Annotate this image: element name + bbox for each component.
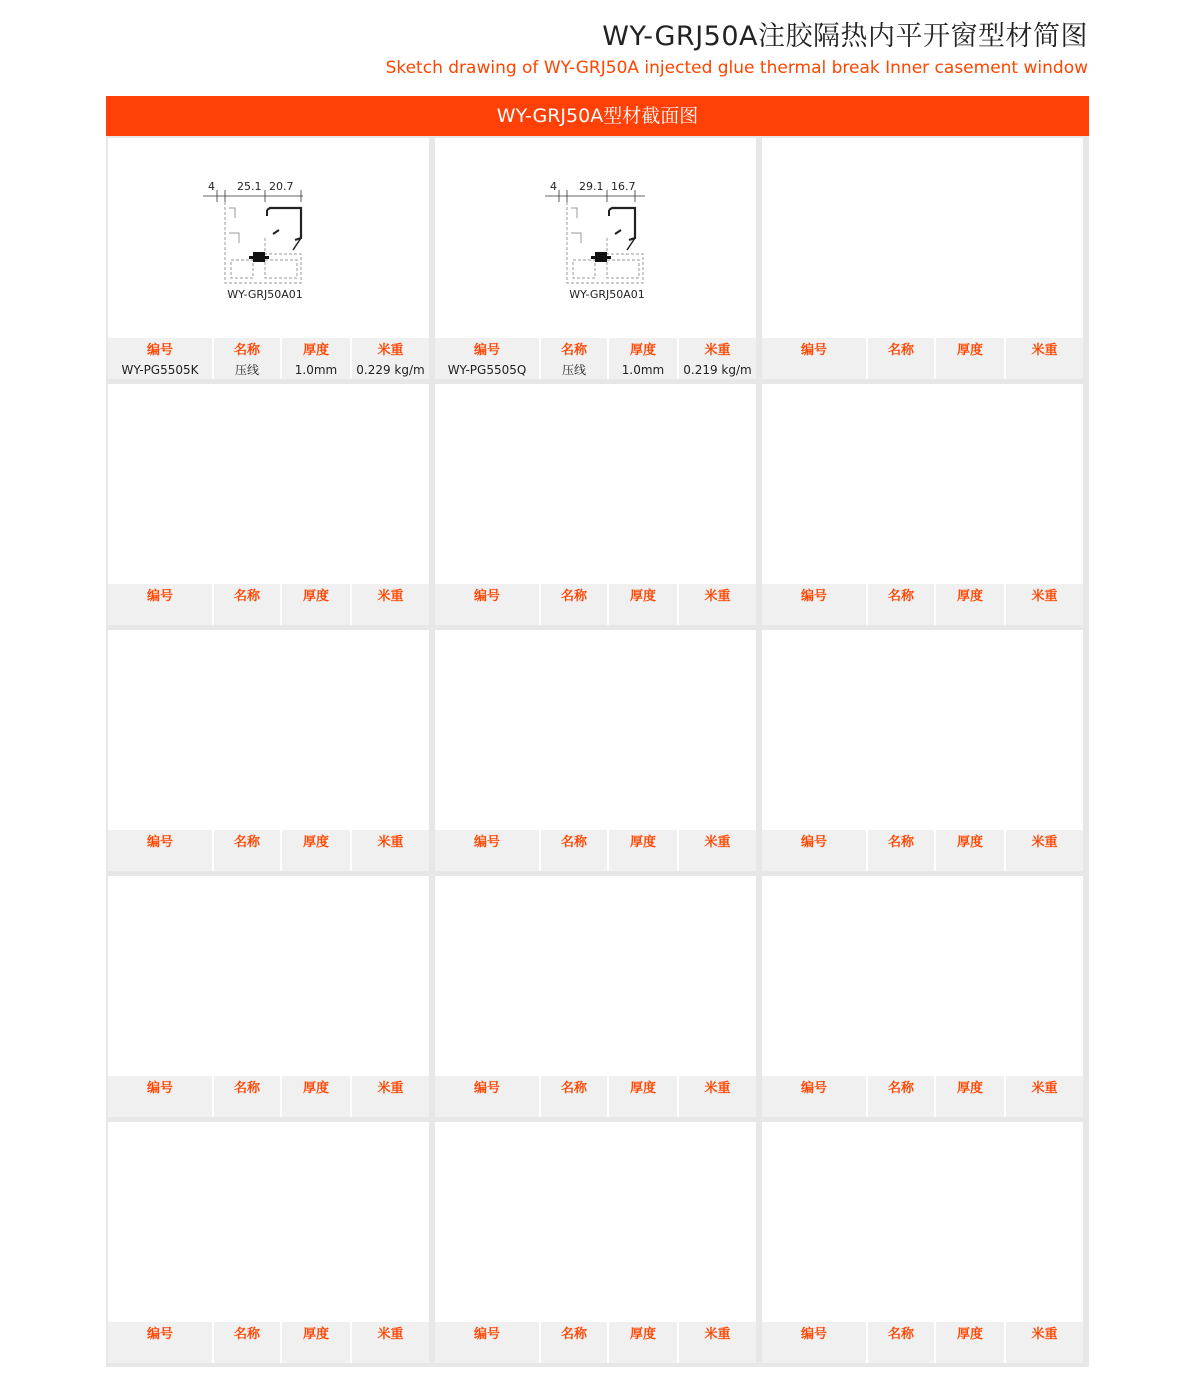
- column-header-code: 编号: [146, 1081, 173, 1096]
- profile-info-row: [762, 1076, 1083, 1117]
- profile-cell: [435, 1122, 756, 1363]
- profile-info-row: [762, 830, 1083, 871]
- profile-cell: [108, 384, 429, 625]
- info-column-weight: [1006, 830, 1083, 871]
- profile-info-row: [108, 1322, 429, 1363]
- column-header-name: 名称: [233, 1081, 260, 1096]
- info-column-name: [868, 1322, 934, 1363]
- info-column-thickness: [609, 584, 677, 625]
- profile-drawing-area: [762, 384, 1083, 584]
- profile-info-row: [435, 338, 756, 379]
- column-header-name: 名称: [560, 835, 587, 850]
- info-column-code: [108, 1322, 212, 1363]
- info-column-thickness: [609, 1322, 677, 1363]
- column-header-code: 编号: [800, 835, 827, 850]
- info-column-code: [108, 338, 212, 379]
- column-header-code: 编号: [146, 589, 173, 604]
- info-column-thickness: [936, 1076, 1004, 1117]
- profile-drawing-area: [108, 630, 429, 830]
- info-column-weight: [352, 338, 429, 379]
- info-column-thickness: [282, 830, 350, 871]
- profile-info-row: [435, 1076, 756, 1117]
- column-header-code: 编号: [800, 1327, 827, 1342]
- column-header-name: 名称: [887, 1081, 914, 1096]
- profile-drawing-area: [435, 876, 756, 1076]
- info-column-weight: [679, 338, 756, 379]
- column-header-name: 名称: [887, 1327, 914, 1342]
- column-header-weight: 米重: [377, 1081, 404, 1096]
- column-header-thickness: 厚度: [302, 589, 329, 604]
- profile-cell: [435, 384, 756, 625]
- profile-info-row: [108, 338, 429, 379]
- info-column-code: [435, 1322, 539, 1363]
- column-header-name: 名称: [233, 835, 260, 850]
- info-column-weight: [679, 584, 756, 625]
- column-header-code: 编号: [800, 343, 827, 358]
- info-column-code: [762, 1076, 866, 1117]
- column-header-thickness: 厚度: [302, 343, 329, 358]
- info-column-code: [762, 830, 866, 871]
- profile-cell: [762, 876, 1083, 1117]
- cell-value-code: WY-PG5505K: [121, 363, 199, 377]
- profile-cell: [762, 384, 1083, 625]
- info-column-weight: [352, 584, 429, 625]
- page-header: [386, 18, 1088, 80]
- column-header-code: 编号: [146, 1327, 173, 1342]
- column-header-thickness: 厚度: [956, 835, 983, 850]
- info-column-code: [762, 1322, 866, 1363]
- info-column-thickness: [609, 1076, 677, 1117]
- profile-drawing-area: [762, 630, 1083, 830]
- info-column-thickness: [936, 830, 1004, 871]
- column-header-name: 名称: [887, 589, 914, 604]
- page-subtitle: Sketch drawing of WY-GRJ50A injected glue thermal break Inner casement window: [385, 58, 1088, 78]
- cell-value-weight: 0.229 kg/m: [356, 363, 425, 377]
- info-column-weight: [1006, 1076, 1083, 1117]
- cell-value-name: 压线: [234, 363, 259, 377]
- column-header-weight: 米重: [1031, 1081, 1058, 1096]
- column-header-thickness: 厚度: [302, 1327, 329, 1342]
- column-header-code: 编号: [800, 1081, 827, 1096]
- info-column-weight: [679, 830, 756, 871]
- column-header-weight: 米重: [377, 343, 404, 358]
- column-header-name: 名称: [233, 589, 260, 604]
- column-header-weight: 米重: [1031, 589, 1058, 604]
- info-column-thickness: [282, 584, 350, 625]
- profile-drawing-area: [435, 384, 756, 584]
- column-header-weight: 米重: [704, 589, 731, 604]
- dimension-label: 29.1: [579, 180, 604, 193]
- info-column-name: [868, 584, 934, 625]
- profile-grid: [106, 136, 1089, 1367]
- cell-value-thickness: 1.0mm: [294, 363, 338, 377]
- profile-drawing-area: [762, 1122, 1083, 1322]
- profile-drawing-area: [108, 138, 429, 338]
- info-column-code: [108, 584, 212, 625]
- info-column-code: [435, 584, 539, 625]
- info-column-code: [108, 1076, 212, 1117]
- info-column-weight: [352, 1076, 429, 1117]
- dimension-label: 4: [550, 180, 557, 193]
- info-column-code: [762, 338, 866, 379]
- info-column-name: [214, 830, 280, 871]
- profile-drawing-area: [762, 138, 1083, 338]
- dimension-label: 20.7: [269, 180, 294, 193]
- column-header-name: 名称: [887, 835, 914, 850]
- profile-cell: [762, 1122, 1083, 1363]
- info-column-name: [214, 584, 280, 625]
- profile-drawing-area: [108, 384, 429, 584]
- profile-drawing-area: [762, 876, 1083, 1076]
- info-column-name: [541, 584, 607, 625]
- info-column-weight: [679, 1322, 756, 1363]
- section-banner: WY-GRJ50A型材截面图: [106, 96, 1089, 136]
- column-header-code: 编号: [473, 835, 500, 850]
- profile-info-row: [108, 584, 429, 625]
- column-header-weight: 米重: [704, 343, 731, 358]
- info-column-weight: [679, 1076, 756, 1117]
- column-header-name: 名称: [233, 343, 260, 358]
- column-header-thickness: 厚度: [302, 835, 329, 850]
- profile-drawing-area: [435, 1122, 756, 1322]
- dimension-label: 4: [208, 180, 215, 193]
- info-column-thickness: [609, 830, 677, 871]
- info-column-name: [541, 830, 607, 871]
- column-header-code: 编号: [146, 835, 173, 850]
- info-column-thickness: [282, 1322, 350, 1363]
- info-column-weight: [352, 1322, 429, 1363]
- info-column-weight: [1006, 584, 1083, 625]
- profile-cell: [108, 1122, 429, 1363]
- profile-info-row: [435, 830, 756, 871]
- column-header-weight: 米重: [377, 589, 404, 604]
- info-column-code: [435, 830, 539, 871]
- profile-cell: [435, 876, 756, 1117]
- column-header-thickness: 厚度: [629, 1081, 656, 1096]
- column-header-weight: 米重: [1031, 343, 1058, 358]
- dimension-label: 16.7: [611, 180, 636, 193]
- column-header-thickness: 厚度: [956, 1081, 983, 1096]
- profile-cell: [108, 630, 429, 871]
- column-header-weight: 米重: [1031, 1327, 1058, 1342]
- column-header-code: 编号: [473, 1081, 500, 1096]
- info-column-weight: [1006, 338, 1083, 379]
- info-column-thickness: [936, 584, 1004, 625]
- profile-info-row: [435, 584, 756, 625]
- info-column-name: [868, 830, 934, 871]
- profile-cell: [762, 138, 1083, 379]
- drawing-caption: WY-GRJ50A01: [227, 288, 303, 301]
- dimension-label: 25.1: [237, 180, 262, 193]
- column-header-weight: 米重: [377, 835, 404, 850]
- info-column-code: [762, 584, 866, 625]
- profile-cell: [435, 138, 756, 379]
- profile-cross-section-drawing: [108, 138, 429, 338]
- info-column-thickness: [936, 338, 1004, 379]
- drawing-caption: WY-GRJ50A01: [569, 288, 645, 301]
- column-header-code: 编号: [800, 589, 827, 604]
- info-column-name: [541, 1322, 607, 1363]
- column-header-weight: 米重: [377, 1327, 404, 1342]
- profile-info-row: [762, 584, 1083, 625]
- profile-info-row: [108, 830, 429, 871]
- page-title: WY-GRJ50A注胶隔热内平开窗型材简图: [602, 21, 1088, 52]
- column-header-name: 名称: [560, 589, 587, 604]
- profile-cell: [108, 138, 429, 379]
- column-header-name: 名称: [560, 343, 587, 358]
- column-header-thickness: 厚度: [629, 835, 656, 850]
- info-column-code: [108, 830, 212, 871]
- column-header-code: 编号: [146, 343, 173, 358]
- info-column-name: [214, 1322, 280, 1363]
- info-column-code: [435, 338, 539, 379]
- column-header-thickness: 厚度: [629, 1327, 656, 1342]
- column-header-thickness: 厚度: [302, 1081, 329, 1096]
- column-header-thickness: 厚度: [956, 589, 983, 604]
- column-header-weight: 米重: [704, 1327, 731, 1342]
- cell-value-code: WY-PG5505Q: [447, 363, 527, 377]
- profile-info-row: [762, 338, 1083, 379]
- info-column-code: [435, 1076, 539, 1117]
- info-column-name: [868, 1076, 934, 1117]
- info-column-name: [868, 338, 934, 379]
- column-header-code: 编号: [473, 1327, 500, 1342]
- column-header-name: 名称: [560, 1327, 587, 1342]
- info-column-weight: [1006, 1322, 1083, 1363]
- column-header-weight: 米重: [704, 1081, 731, 1096]
- cell-value-thickness: 1.0mm: [621, 363, 665, 377]
- profile-info-row: [108, 1076, 429, 1117]
- info-column-name: [214, 1076, 280, 1117]
- info-column-name: [541, 1076, 607, 1117]
- column-header-weight: 米重: [1031, 835, 1058, 850]
- profile-drawing-area: [435, 138, 756, 338]
- column-header-thickness: 厚度: [629, 589, 656, 604]
- profile-info-row: [762, 1322, 1083, 1363]
- column-header-thickness: 厚度: [956, 1327, 983, 1342]
- profile-cell: [435, 630, 756, 871]
- profile-info-row: [435, 1322, 756, 1363]
- profile-cell: [108, 876, 429, 1117]
- profile-drawing-area: [108, 876, 429, 1076]
- info-column-name: [214, 338, 280, 379]
- column-header-weight: 米重: [704, 835, 731, 850]
- column-header-name: 名称: [887, 343, 914, 358]
- info-column-thickness: [936, 1322, 1004, 1363]
- info-column-thickness: [609, 338, 677, 379]
- info-column-thickness: [282, 338, 350, 379]
- column-header-name: 名称: [560, 1081, 587, 1096]
- profile-cell: [762, 630, 1083, 871]
- profile-drawing-area: [435, 630, 756, 830]
- column-header-name: 名称: [233, 1327, 260, 1342]
- info-column-name: [541, 338, 607, 379]
- column-header-thickness: 厚度: [956, 343, 983, 358]
- column-header-thickness: 厚度: [629, 343, 656, 358]
- info-column-thickness: [282, 1076, 350, 1117]
- column-header-code: 编号: [473, 343, 500, 358]
- cell-value-name: 压线: [561, 363, 586, 377]
- cell-value-weight: 0.219 kg/m: [683, 363, 752, 377]
- info-column-weight: [352, 830, 429, 871]
- column-header-code: 编号: [473, 589, 500, 604]
- profile-drawing-area: [108, 1122, 429, 1322]
- profile-cross-section-drawing: [435, 138, 756, 338]
